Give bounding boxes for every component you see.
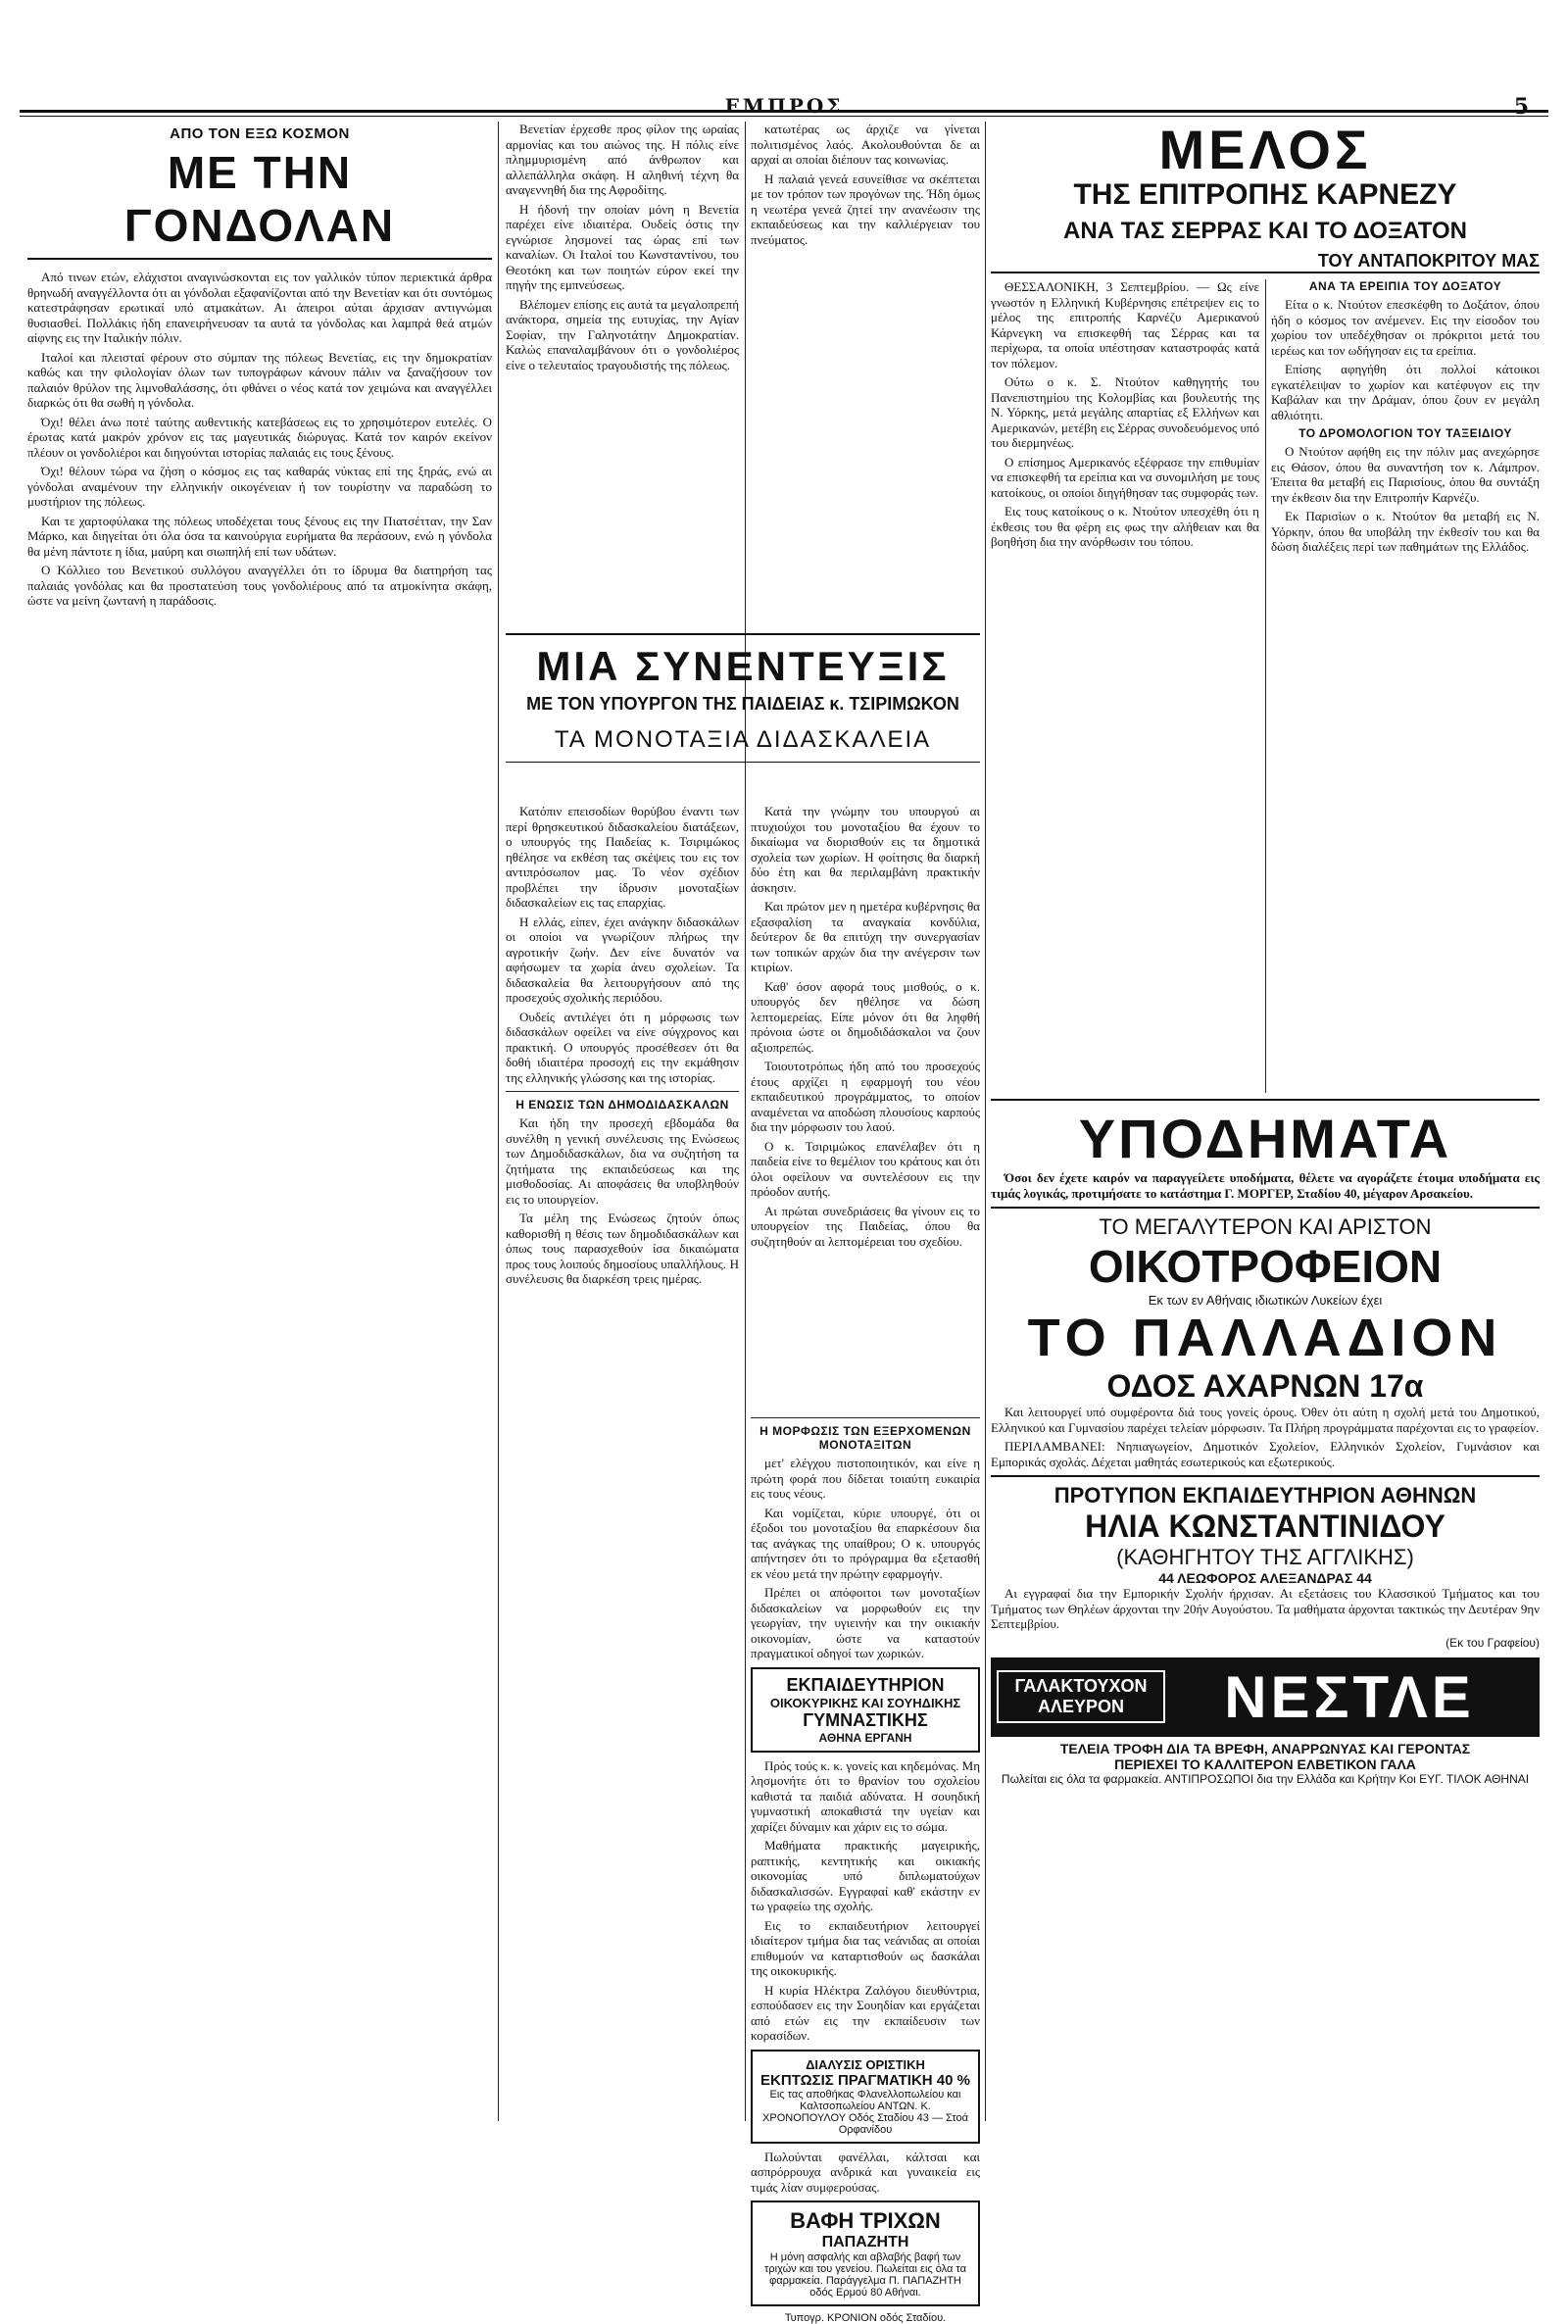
masthead-title: ΕΜΠΡΟΣ	[724, 94, 844, 118]
ad-institute-title: ΠΡΟΤΥΠΟΝ ΕΚΠΑΙΔΕΥΤΗΡΙΟΝ ΑΘΗΝΩΝ	[1054, 1483, 1477, 1508]
ad-gymnastics	[751, 1667, 980, 1753]
ad-institute-note: (Εκ του Γραφείου)	[1446, 1635, 1540, 1650]
article-column-2-lower	[506, 804, 739, 1291]
ad-hair-text: Η μόνη ασφαλής και αβλαβής βαφή των τριχών και του γενείου. Πωλείται εις όλα τα φαρμακεία. Παράγγελμα Π. ΠΑΠΑΖΗΤΗ οδός Ερμού 80 Αθήναι.	[764, 2251, 966, 2299]
article-column-3-lower	[751, 804, 980, 1253]
divider	[991, 1099, 1540, 1101]
ad-school-tagline: ΤΟ ΜΕΓΑΛΥΤΕΡΟΝ ΚΑΙ ΑΡΙΣΤΟΝ	[1099, 1214, 1432, 1239]
paragraph: κατωτέρας ως άρχιζε να γίνεται πολιτισμένος λαός. Ακολουθούνται δε αι αρχαί αι οποίαι διέπουν τας κοινωνίας.	[751, 122, 980, 167]
ad-nestle-product: ΓΑΛΑΚΤΟΥΧΟΝ ΑΛΕΥΡΟΝ	[997, 1670, 1165, 1723]
paragraph: Εις τους κατοίκους ο κ. Ντούτον υπεσχέθη ότι η έκθεσις του θα φέρη εις φως την αλήθειαν και θα βοηθήση δια την ανόρθωσιν του τόπου.	[991, 504, 1259, 549]
paragraph: Κατόπιν επεισοδίων θορύβου έναντι των περί θρησκευτικού διδασκαλείου διατάξεων, ο υπουργός της Παιδείας κ. Τσιριμώκος ηθέλησε να εκθέση τας σκέψεις του εις τον αντιπρόσωπον μας. Το νέον σχέδιον προβλέπει την ίδρυσιν μονοταξίων διδασκαλείων εις τας επαρχίας.	[506, 804, 739, 910]
article-column-3	[751, 122, 980, 251]
ad-sale-title: ΔΙΑΛΥΣΙΣ ΟΡΙΣΤΙΚΗ	[806, 2056, 925, 2072]
column-rule	[498, 122, 499, 2121]
ad-nestle-agents: Πωλείται εις όλα τα φαρμακεία. ΑΝΤΙΠΡΟΣΩΠΟΙ δια την Ελλάδα και Κρήτην Κοι ΕΥΓ. ΤΙΛΟΚ ΑΘΗΝΑΙ	[1001, 1771, 1530, 1786]
ad-shoes-text: Όσοι δεν έχετε καιρόν να παραγγείλετε υποδήματα, θέλετε να αγοράζετε έτοιμα υποδήματα εις τιμάς λογικάς, προτιμήσατε το κατάστημα Γ. ΜΟΡΓΕΡ, Σταδίου 40, μέγαρον Αρσακείου.	[991, 1170, 1540, 1201]
section-label: ΤΟ ΔΡΟΜΟΛΟΓΙΟΝ ΤΟΥ ΤΑΞΕΙΔΙΟΥ	[1298, 426, 1512, 440]
paragraph: Ο επίσημος Αμερικανός εξέφρασε την επιθυμίαν να επισκεφθή τα ερείπια και να συνομιλήση με τους κατοίκους, οι οποίοι διηγήθησαν τας συμφοράς των.	[991, 454, 1259, 500]
masthead-rule-thin	[20, 116, 1548, 117]
report-byline: ΤΟΥ ΑΝΤΑΠΟΚΡΙΤΟΥ ΜΑΣ	[991, 251, 1540, 273]
section-label: ΑΝΑ ΤΑ ΕΡΕΙΠΙΑ ΤΟΥ ΔΟΞΑΤΟΥ	[1308, 279, 1502, 293]
paragraph: Βενετίαν έρχεσθε προς φίλον της ωραίας αρμονίας και του αιώνος της. Η πόλις είνε πλημμυρισμένη από άνθρωπον και αλλεπάλληλα σκάφη. Η αληθινή τέχνη θα αναγεννηθή δια της Αφροδίτης.	[506, 122, 739, 197]
paragraph: Και ήδη την προσεχή εβδομάδα θα συνέλθη η γενική συνέλευσις της Ενώσεως των Δημοδιδασκάλων, δια να συζητήση τα ζητήματα της εκπαιδεύσεως και της μισθοδοσίας. Αι αποφάσεις θα υποβληθούν εις το υπουργείον.	[506, 1115, 739, 1207]
column-rule	[745, 122, 746, 2121]
divider	[751, 1417, 980, 1418]
paragraph: Πρός τούς κ. κ. γονείς και κηδεμόνας. Μη λησμονήτε ότι το θρανίον του σχολείου καθιστά τα παιδιά αδύνατα. Η σουηδική γυμναστική αποκαθιστά την υγείαν και χαρίζει δύναμιν και χάριν εις το σώμα.	[751, 1757, 981, 1834]
masthead-rule	[20, 110, 1548, 113]
page-number: 5	[1513, 94, 1529, 120]
ads-column	[991, 119, 1540, 2141]
ad-institute-name: ΗΛΙΑ ΚΩΝΣΤΑΝΤΙΝΙΔΟΥ	[1085, 1508, 1446, 1544]
paragraph: Από τινων ετών, ελάχιστοι αναγινώσκονται εις τον γαλλικόν τύπον περιεκτικά άρθρα θρηνωδή αναγγέλλοντα ότι αι γόνδολαι εξαφανίζονται από την Βενετίαν και ότι συντόμως κατεστράφησαν ερωτικαί υπό ατμακάτων. Αι άπειροι αύται άρχισαν αντιγνώμαι θυσιασθεί. Πολλάκις ήδη επανειρήνευσαν τα αυτά τα γόνδολας και λαμπρά θεά ατμών αίφνης εις την Ιταλικήν πόλιν.	[27, 270, 492, 345]
paragraph: Η παλαιά γενεά εσυνείθισε να σκέπτεται με τον τρόπον των προγόνων της. Ήδη όμως η νεωτέρα γενεά ζητεί την ανανέωσιν της εκπαιδεύσεως και την καλλιέργειαν του πνεύματος.	[751, 171, 980, 247]
paragraph: Ουδείς αντιλέγει ότι η μόρφωσις των διδασκάλων οφείλει να είνε σύγχρονος και πρακτική. Ο υπουργός προσέθεσεν ότι θα δοθή ιδιαιτέρα προσοχή εις την εκμάθησιν της ελληνικής γλώσσης και της ιστορίας.	[506, 1009, 739, 1085]
paragraph: Και νομίζεται, κύριε υπουργέ, ότι οι έξοδοι του μονοταξίου θα επαρκέσουν δια τας ανάγκας της υπαίθρου; Ο κ. υπουργός απήντησεν ότι το πρόγραμμα θα εξετασθή εκ νέου μετά την πρώτην εφαρμογήν.	[751, 1505, 980, 1581]
paragraph: Τοιουτοτρόπως ήδη από του προσεχούς έτους αρχίζει η εφαρμογή του νέου εκπαιδευτικού προγράμματος, το οποίον αναμένεται να αποδώση πλουσίους καρπούς δια την μόρφωσιν του λαού.	[751, 1059, 980, 1134]
paragraph: Ιταλοί και πλεισταί φέρουν στο σύμπαν της πόλεως Βενετίας, εις την δημοκρατίαν καθώς και την φιλολογίαν όλων των τυπογράφων κάνουν πάλιν να ξαναζήσουν τον παλαιόν θρύλον της λιμνοθαλάσσης, ότι φθάνει ο νέος κατά τον χειμώνα και αναγγέλλει διαρκώς ότι θα σωθή η γόνδολα.	[27, 349, 492, 410]
interview-topic: ΤΑ ΜΟΝΟΤΑΞΙΑ ΔΙΔΑΣΚΑΛΕΙΑ	[554, 726, 932, 753]
paragraph: Βλέπομεν επίσης εις αυτά τα μεγαλοπρεπή ανάκτορα, σημεία της ευτυχίας, την Αγίαν Σοφίαν, την Γαληνοτάτην Δημοκρατίαν. Καλώς επαναλαμβάνουν ότι ο γονδολιέρος είνε ο τελευταίος τραγουδιστής της πόλεως.	[506, 296, 739, 372]
ad-school-text: Και λειτουργεί υπό συμφέροντα διά τους γονείς όρους. Όθεν ότι αύτη η σχολή μετά του Δημοτικού, Ελληνικού και Γυμνασίου παρέχει τελείαν μόρφωσιν. Τα Πλήρη προγράμματα παρέχονται εις το γραφείον.	[991, 1405, 1540, 1435]
ad-gym-subtitle2: ΓΥΜΝΑΣΤΙΚΗΣ	[803, 1709, 928, 1730]
ad-school-type: ΟΙΚΟΤΡΟΦΕΙΟΝ	[1088, 1241, 1443, 1292]
section-label: Η ΜΟΡΦΩΣΙΣ ΤΩΝ ΕΞΕΡΧΟΜΕΝΩΝ ΜΟΝΟΤΑΞΙΤΩΝ	[760, 1424, 971, 1452]
ad-school-text: ΠΕΡΙΛΑΜΒΑΝΕΙ: Νηπιαγωγείον, Δημοτικόν Σχολείον, Ελληνικόν Σχολείον, Γυμνάσιον και Εμπορικάς σχολάς. Δέχεται μαθητάς εσωτερικούς και εξωτερικούς.	[991, 1439, 1540, 1469]
paragraph: Αι πρώται συνεδριάσεις θα γίνουν εις το υπουργείον της Παιδείας, όπου θα συζητηθούν αι λεπτομέρειαι του σχεδίου.	[751, 1203, 980, 1249]
headline: ΜΕ ΤΗΝ ΓΟΝΔΟΛΑΝ	[27, 146, 492, 260]
paragraph: Τα μέλη της Ενώσεως ζητούν όπως καθορισθή η θέσις των δημοδιδασκάλων και όπως τους παρασχεθούν ίσα δικαιώματα προς τους λοιπούς δημοσίους υπαλλήλους. Η συνέλευσις θα διαρκέση τρεις ημέρας.	[506, 1211, 739, 1286]
ad-shoes-title: ΥΠΟΔΗΜΑΤΑ	[1078, 1108, 1452, 1169]
article-column-2	[506, 122, 739, 376]
ad-melos-subtitle: ΤΗΣ ΕΠΙΤΡΟΠΗΣ ΚΑΡΝΕΖΥ	[1073, 178, 1457, 211]
ad-hair-dye	[751, 2200, 980, 2306]
ad-institute-text: Αι εγγραφαί δια την Εμπορικήν Σχολήν ήρχισαν. Αι εξετάσεις του Κλασσικού Τμήματος και του Τμήματος των Θηλέων άρχονται την 20ήν Αυγούστου. Τα μαθήματα άρχονται τακτικώς την Δευτέραν 9ην Σεπτεμβρίου.	[991, 1586, 1540, 1631]
paragraph: Ούτω ο κ. Σ. Ντούτον καθηγητής του Πανεπιστημίου της Κολομβίας και βουλευτής της Ν. Υόρκης, μετά μεγάλης απαρτίας εξ Ελλήνων και Αμερικανών, μετέβη εις Σέρρας συνοδευόμενος υπό του διερμηνέως.	[991, 374, 1259, 450]
ad-melos-title: ΜΕΛΟΣ	[1158, 119, 1372, 180]
ad-hair-title: ΒΑΦΗ ΤΡΙΧΩΝ	[790, 2208, 941, 2233]
paragraph: Ο Κόλλιεο του Βενετικού συλλόγου αναγγέλλει ότι το ίδρυμα θα διατηρήση τας παλαιάς γονδόλας και θα προστατεύση τους γονδολιέρους από τα ατμοκίνητα σκάφη, ώστε να μείνη ζωντανή η παράδοσις.	[27, 563, 492, 608]
ad-school-name: ΤΟ ΠΑΛΛΑΔΙΟΝ	[1027, 1309, 1503, 1367]
paragraph: Ο κ. Τσιριμώκος επανέλαβεν ότι η παιδεία είνε το θεμέλιον του κράτους και ότι όλοι οφείλουν να συντελέσουν εις την πρόοδον αυτής.	[751, 1138, 980, 1199]
paragraph: Η ελλάς, είπεν, έχει ανάγκην διδασκάλων οι οποίοι να γνωρίζουν πλήρως την αγροτικήν ζωήν. Δεν είνε δυνατόν να αφήσωμεν τα χωρία άνευ σχολείων. Τα διδασκαλεία θα λειτουργήσουν από της προσεχούς σχολικής περιόδου.	[506, 914, 739, 1005]
ad-gym-name: ΑΘΗΝΑ ΕΡΓΑΝΗ	[818, 1730, 912, 1745]
section-label: ΑΠΟ ΤΟΝ ΕΞΩ ΚΟΣΜΟΝ	[170, 125, 350, 142]
section-label: Η ΕΝΩΣΙΣ ΤΩΝ ΔΗΜΟΔΙΔΑΣΚΑΛΩΝ	[515, 1098, 729, 1112]
report-body	[991, 279, 1540, 1093]
ad-nestle	[991, 1657, 1540, 1737]
paragraph: Πρέπει οι απόφοιτοι των μονοταξίων διδασκαλείων να μορφωθούν εις την γεωργίαν, την υγιεινήν και την οικιακήν οικονομίαν, ώστε να καταστούν πραγματικοί οδηγοί των χωρικών.	[751, 1585, 980, 1660]
paragraph: Επίσης αφηγήθη ότι πολλοί κάτοικοι εγκατέλειψαν το χωρίον και κατέφυγον εις την Καβάλαν και την Δράμαν, όπου ζουν εν μεγάλη αθλιότητι.	[1271, 362, 1540, 422]
report-headline: ΑΝΑ ΤΑΣ ΣΕΡΡΑΣ ΚΑΙ ΤΟ ΔΟΞΑΤΟΝ	[1063, 218, 1467, 244]
ad-nestle-tagline2: ΠΕΡΙΕΧΕΙ ΤΟ ΚΑΛΛΙΤΕΡΟΝ ΕΛΒΕΤΙΚΟΝ ΓΑΛΑ	[1114, 1755, 1416, 1772]
paragraph: Εκ Παρισίων ο κ. Ντούτον θα μεταβή εις Ν. Υόρκην, όπου θα υποβάλη την έκθεσίν του και θα δώση διαλέξεις περί των παθημάτων της Ελλάδος.	[1271, 509, 1540, 554]
paragraph: Και πρώτον μεν η ημετέρα κυβέρνησις θα εξασφαλίση τα αναγκαία κονδύλια, δεύτερον δε θα επιτύχη την συνεργασίαν των τοπικών αρχών δια την ανέγερσιν των κτιρίων.	[751, 899, 980, 974]
paragraph: Και τε χαρτοφύλακα της πόλεως υποδέχεται τους ξένους εις την Πιατσέτταν, την Σαν Μάρκο, και διηγείται ότι όλα όσα τα καινούργια ευρήματα θα περάσουν, ενώ η γόνδολα θα μένη πάντοτε η ίδια, μαύρη και σιωπηλή επί των υδάτων.	[27, 513, 492, 559]
ad-gym-subtitle: ΟΙΚΟΚΥΡΙΚΗΣ ΚΑΙ ΣΟΥΗΔΙΚΗΣ	[769, 1695, 961, 1710]
ad-school-note: Εκ των εν Αθήναις ιδιωτικών Λυκείων έχει	[1148, 1293, 1383, 1308]
paragraph: ΘΕΣΣΑΛΟΝΙΚΗ, 3 Σεπτεμβρίου. — Ως είνε γνωστόν η Ελληνική Κυβέρνησις επέτρεψεν εις το μέλος της επιτροπής Καρνέζυ Αμερικανού Κάρνεγκη να επισκεφθή τας Σέρρας και τα περίχωρα, τα οποία υπέστησαν καταστροφάς κατά τον πόλεμον.	[991, 279, 1259, 371]
ad-institute-subtitle: (ΚΑΘΗΓΗΤΟΥ ΤΗΣ ΑΓΓΛΙΚΗΣ)	[1116, 1545, 1414, 1569]
column-rule	[985, 122, 986, 2121]
paragraph: Όχι! θέλουν τώρα να ζήση ο κόσμος εις τας καθαράς νύκτας επί της ξηράς, ενώ αι γόνδολαι αναμένουν την ελληνικήν οικογένειαν ή τον τουρίστην να παραδώση το μυστήριον της πόλεως.	[27, 464, 492, 509]
ad-nestle-brand: ΝΕΣΤΛΕ	[1224, 1663, 1475, 1730]
divider	[506, 1091, 739, 1092]
paragraph: Μαθήματα πρακτικής μαγειρικής, ραπτικής, κεντητικής και οικιακής οικονομίας υπό διπλωματούχων διδασκαλισσών. Εγγραφαί καθ' εκάστην εν τω γραφείω της σχολής.	[751, 1838, 980, 1913]
printer-note: Τυπογρ. ΚΡΟΝΙΟΝ οδός Σταδίου.	[784, 2312, 947, 2324]
article-column-4	[751, 1411, 981, 2324]
paragraph: Πωλούνται φανέλλαι, κάλτσαι και ασπρόρρουχα ανδρικά και γυναικεία εις τιμάς λίαν συμφερούσας.	[751, 2149, 980, 2195]
ad-school-address: ΟΔΟΣ ΑΧΑΡΝΩΝ 17α	[1106, 1368, 1424, 1404]
paragraph: Είτα ο κ. Ντούτον επεσκέφθη το Δοξάτον, όπου ήδη ο κόσμος τον ανέμενεν. Εις την είσοδον του χωρίου τον υπεδέχθησαν οι πρόκριτοι μετά του ιερέως και τον ωδήγησαν εις τα ερείπια.	[1271, 297, 1540, 358]
interview-subheadline: ΜΕ ΤΟΝ ΥΠΟΥΡΓΟΝ ΤΗΣ ΠΑΙΔΕΙΑΣ κ. ΤΣΙΡΙΜΩΚΟΝ	[526, 694, 959, 714]
ad-gym-title: ΕΚΠΑΙΔΕΥΤΗΡΙΟΝ	[786, 1674, 945, 1695]
ad-sale-discount: ΕΚΠΤΩΣΙΣ ΠΡΑΓΜΑΤΙΚΗ 40 %	[760, 2071, 970, 2089]
ad-institute-address: 44 ΛΕΩΦΟΡΟΣ ΑΛΕΞΑΝΔΡΑΣ 44	[1158, 1570, 1372, 1586]
paragraph: Ο Ντούτον αφήθη εις την πόλιν μας ανεχώρησε εις Θάσον, όπου θα συναντήση τον κ. Λάμπρον. Έπειτα θα μεταβή εις Παρισίους, όπου θα συντάξη την έκθεσιν δια την Επιτροπήν Καρνέζυ.	[1271, 444, 1540, 505]
paragraph: μετ' ελέγχου πιστοποιητικόν, και είνε η πρώτη φορά που δίδεται τοιαύτη ευκαιρία εις τους νέους.	[751, 1456, 980, 1501]
paragraph: Κατά την γνώμην του υπουργού αι πτυχιούχοι του μονοταξίου θα έχουν το δικαίωμα να διορισθούν εις τα δημοτικά σχολεία των χωρίων. Η φοίτησις θα διαρκή δύο έτη και θα περιλαμβάνη πρακτικήν άσκησιν.	[751, 804, 980, 895]
paragraph: Η κυρία Ηλέκτρα Ζαλόγου διευθύντρια, εσπούδασεν εις την Σουηδίαν και εργάζεται από ετών εις την εκπαίδευσιν των κορασίδων.	[751, 1982, 980, 2043]
ad-nestle-tagline: ΤΕΛΕΙΑ ΤΡΟΦΗ ΔΙΑ ΤΑ ΒΡΕΦΗ, ΑΝΑΡΡΩΝΥΑΣ ΚΑΙ ΓΕΡΟΝΤΑΣ	[1059, 1740, 1471, 1756]
divider	[991, 1207, 1540, 1209]
paragraph: Εις το εκπαιδευτήριον λειτουργεί ιδιαίτερον τμήμα δια τας νεάνιδας αι οποίαι επιθυμούν να καταρτισθούν ως δασκάλαι της οικοκυρικής.	[751, 1917, 980, 1978]
paragraph: Όχι! θέλει άνω ποτέ ταύτης αυθεντικής κατεβάσεως εις το χρησιμότερον ευτελές. Ο έρωτας κατά μακρόν χρόνον εις τας μαγευτικάς διώρυγας. Κατά τον καιρόν εκείνον πλέουν οι γονδολιέροι και διηγούνται ιστορίας παλαιάς εις τους ξένους.	[27, 414, 492, 460]
ad-hair-brand: ΠΑΠΑΖΗΤΗ	[821, 2234, 909, 2250]
paragraph: Καθ' όσον αφορά τους μισθούς, ο κ. υπουργός δεν ηθέλησε να δώση λεπτομερείας. Είπε μόνον ότι θα ληφθή πρόνοια ώστε οι δημοδιδάσκαλοι να ζουν αξιοπρεπώς.	[751, 978, 980, 1055]
interview-header	[506, 633, 980, 763]
paragraph: Η ήδονή την οποίαν μόνη η Βενετία παρέχει είνε ιδιαιτέρα. Ουδείς όστις την εγνώρισε λησμονεί τας ώρας επί των καναλίων. Οι Ιταλοί του Κωνσταντίνου, του Θεοτόκη και των ποιητών εύρον εκεί την πηγήν της εμπνεύσεως.	[506, 201, 739, 292]
article-column-1	[27, 122, 492, 613]
interview-headline: ΜΙΑ ΣΥΝΕΝΤΕΥΞΙΣ	[536, 643, 950, 689]
divider	[991, 1475, 1540, 1477]
ad-sale-text: Εις τας αποθήκας Φλανελλοπωλείου και Καλτσοπωλείου ΑΝΤΩΝ. Κ. ΧΡΟΝΟΠΟΥΛΟΥ Οδός Σταδίου 43 — Στοά Ορφανίδου	[762, 2088, 968, 2136]
ad-sale	[751, 2050, 980, 2144]
